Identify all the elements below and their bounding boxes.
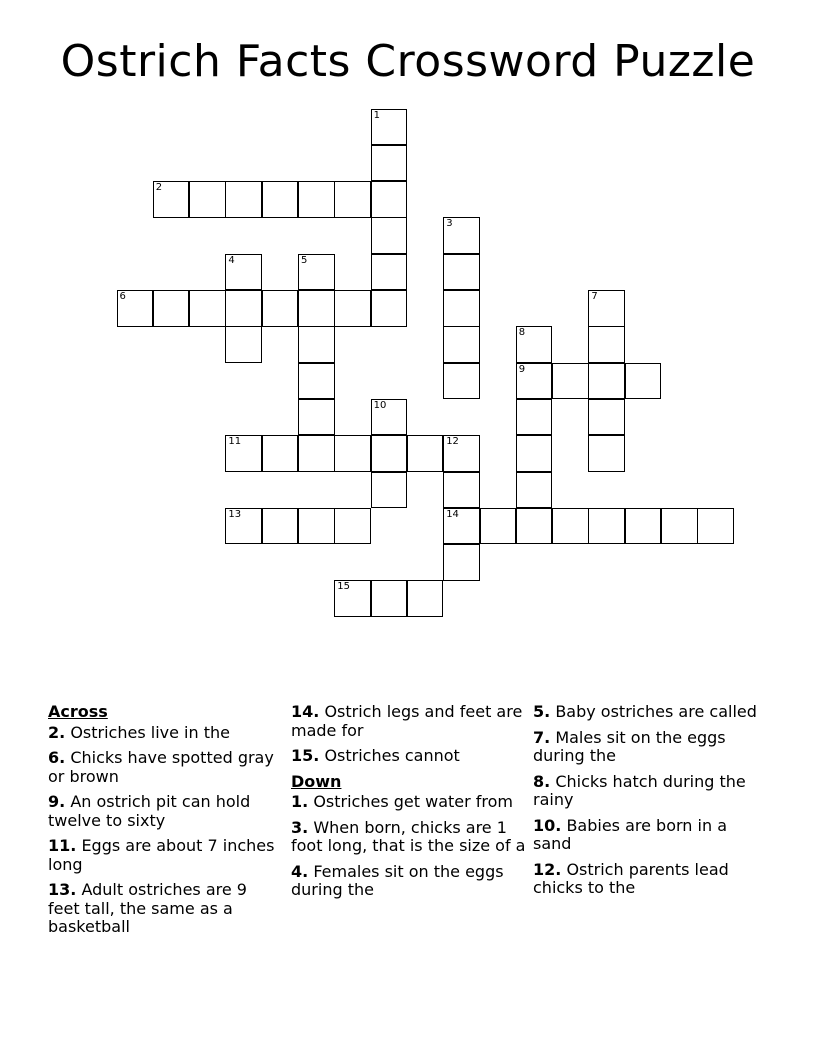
crossword-cell[interactable] (588, 508, 625, 545)
crossword-cell[interactable] (189, 181, 226, 218)
clue-number-label: 6. (48, 748, 66, 767)
crossword-cell[interactable] (480, 508, 517, 545)
crossword-cell[interactable] (516, 363, 553, 400)
crossword-cell[interactable] (371, 145, 408, 182)
clue-item (291, 703, 526, 740)
crossword-cell[interactable] (443, 544, 480, 581)
clue-text: Ostriches cannot (324, 746, 460, 765)
crossword-cell[interactable] (298, 181, 335, 218)
clue-number-label: 7. (533, 727, 551, 747)
crossword-cell[interactable] (298, 290, 335, 327)
crossword-cell[interactable] (225, 508, 262, 545)
crossword-cell[interactable] (117, 290, 154, 327)
crossword-cell[interactable] (697, 508, 734, 545)
down-heading: Down (291, 771, 342, 791)
crossword-cell[interactable] (298, 435, 335, 472)
crossword-cell[interactable] (661, 508, 698, 545)
clue-number-label: 14. (291, 702, 320, 721)
clues-column-1 (48, 703, 283, 944)
crossword-cell[interactable] (225, 290, 262, 327)
clue-text: Ostrich legs and feet are made for (291, 702, 523, 740)
crossword-cell[interactable] (262, 435, 299, 472)
crossword-cell[interactable] (516, 508, 553, 545)
clue-item (533, 729, 768, 766)
clue-number-label: 13. (48, 880, 77, 899)
crossword-cell[interactable] (334, 290, 371, 327)
clue-number: 4 (228, 254, 235, 266)
clue-number: 12 (446, 436, 459, 448)
clue-number-label: 4. (291, 861, 309, 881)
clue-number: 13 (228, 508, 242, 520)
crossword-cell[interactable] (371, 435, 408, 472)
crossword-cell[interactable] (153, 181, 190, 218)
crossword-cell[interactable] (225, 181, 262, 218)
clues-column-3 (533, 703, 768, 905)
clue-number: 11 (228, 436, 242, 448)
crossword-cell[interactable] (552, 363, 589, 400)
crossword-cell[interactable] (371, 399, 408, 436)
crossword-cell[interactable] (334, 580, 371, 617)
across-heading: Across (48, 702, 108, 721)
clue-text: Ostriches live in the (70, 722, 230, 742)
clue-item (533, 817, 768, 854)
clue-number: 15 (337, 581, 351, 593)
clue-number-label: 3. (291, 817, 309, 837)
clue-item (48, 881, 283, 937)
clue-number-label: 12. (533, 859, 562, 879)
crossword-cell[interactable] (225, 254, 262, 291)
crossword-cell[interactable] (371, 472, 408, 509)
crossword-cell[interactable] (443, 217, 480, 254)
clue-item (533, 703, 768, 722)
crossword-cell[interactable] (153, 290, 190, 327)
crossword-cell[interactable] (443, 508, 480, 545)
crossword-cell[interactable] (298, 363, 335, 400)
crossword-cell[interactable] (334, 435, 371, 472)
clue-text: An ostrich pit can hold twelve to sixty (48, 792, 251, 830)
clue-number: 14 (446, 508, 459, 520)
crossword-cell[interactable] (516, 399, 553, 436)
crossword-cell[interactable] (262, 508, 299, 545)
clue-item (48, 749, 283, 786)
crossword-cell[interactable] (407, 580, 444, 617)
crossword-cell[interactable] (625, 508, 662, 545)
clue-number-label: 2. (48, 722, 66, 742)
crossword-cell[interactable] (262, 290, 299, 327)
crossword-cell[interactable] (371, 290, 408, 327)
clue-number-label: 11. (48, 836, 77, 855)
clue-item (291, 863, 526, 900)
clue-item (48, 837, 283, 874)
crossword-cell[interactable] (443, 326, 480, 363)
clue-text: Chicks hatch during the rainy (533, 771, 746, 809)
clue-number: 5 (301, 254, 308, 266)
crossword-cell[interactable] (298, 326, 335, 363)
crossword-cell[interactable] (588, 399, 625, 436)
clue-number: 2 (155, 182, 163, 194)
crossword-cell[interactable] (334, 181, 371, 218)
clue-number: 7 (591, 291, 598, 302)
clue-item (291, 747, 526, 766)
crossword-cell[interactable] (588, 326, 625, 363)
crossword-cell[interactable] (443, 254, 480, 291)
clue-text: Ostriches get water from (313, 792, 514, 811)
crossword-cell[interactable] (298, 399, 335, 436)
crossword-cell[interactable] (371, 254, 408, 291)
clue-number: 1 (373, 109, 380, 121)
crossword-cell[interactable] (298, 254, 335, 291)
clue-text: Adult ostriches are 9 feet tall, the same as a basketball (48, 880, 247, 936)
clue-text: Eggs are about 7 inches long (48, 836, 275, 874)
clue-number: 6 (119, 291, 126, 302)
clue-number-label: 15. (291, 746, 320, 765)
clue-item (533, 773, 768, 810)
crossword-cell[interactable] (443, 435, 480, 472)
crossword-cell[interactable] (298, 508, 335, 545)
crossword-cell[interactable] (407, 435, 444, 472)
clue-text: Females sit on the eggs during the (291, 861, 504, 899)
crossword-cell[interactable] (334, 508, 371, 545)
clue-text: When born, chicks are 1 foot long, that is the size of a (291, 817, 526, 855)
clue-text: Baby ostriches are called (555, 702, 757, 721)
clue-item (291, 793, 526, 812)
crossword-cell[interactable] (371, 580, 408, 617)
clue-text: Ostrich parents lead chicks to the (533, 859, 729, 897)
crossword-cell[interactable] (371, 109, 408, 146)
crossword-cell[interactable] (552, 508, 589, 545)
clues-column-2 (291, 703, 526, 907)
crossword-cell[interactable] (625, 363, 662, 400)
clue-number-label: 10. (533, 815, 562, 835)
crossword-cell[interactable] (225, 326, 262, 363)
crossword-cell[interactable] (588, 290, 625, 327)
crossword-cell[interactable] (588, 363, 625, 400)
clue-number: 9 (518, 363, 526, 375)
crossword-cell[interactable] (371, 181, 408, 218)
crossword-cell[interactable] (443, 472, 480, 509)
clue-number-label: 9. (48, 792, 66, 811)
clue-number: 8 (518, 327, 526, 339)
clue-item (291, 819, 526, 856)
clue-number-label: 1. (291, 792, 309, 811)
clue-item (533, 861, 768, 898)
clue-number-label: 8. (533, 771, 551, 791)
clue-item (48, 793, 283, 830)
clue-number: 10 (373, 399, 387, 411)
crossword-cell[interactable] (516, 472, 553, 509)
clue-text: Chicks have spotted gray or brown (48, 748, 274, 786)
crossword-cell[interactable] (225, 435, 262, 472)
crossword-cell[interactable] (443, 290, 480, 327)
crossword-cell[interactable] (371, 217, 408, 254)
clue-item (48, 724, 283, 743)
clue-text: Babies are born in a sand (533, 815, 727, 853)
crossword-cell[interactable] (443, 363, 480, 400)
crossword-cell[interactable] (588, 435, 625, 472)
crossword-cell[interactable] (516, 326, 553, 363)
crossword-cell[interactable] (189, 290, 226, 327)
clue-number-label: 5. (533, 702, 551, 721)
clue-text: Males sit on the eggs during the (533, 727, 726, 765)
clue-number: 3 (446, 218, 453, 230)
crossword-cell[interactable] (516, 435, 553, 472)
crossword-cell[interactable] (262, 181, 299, 218)
puzzle-title: Ostrich Facts Crossword Puzzle (60, 36, 756, 87)
